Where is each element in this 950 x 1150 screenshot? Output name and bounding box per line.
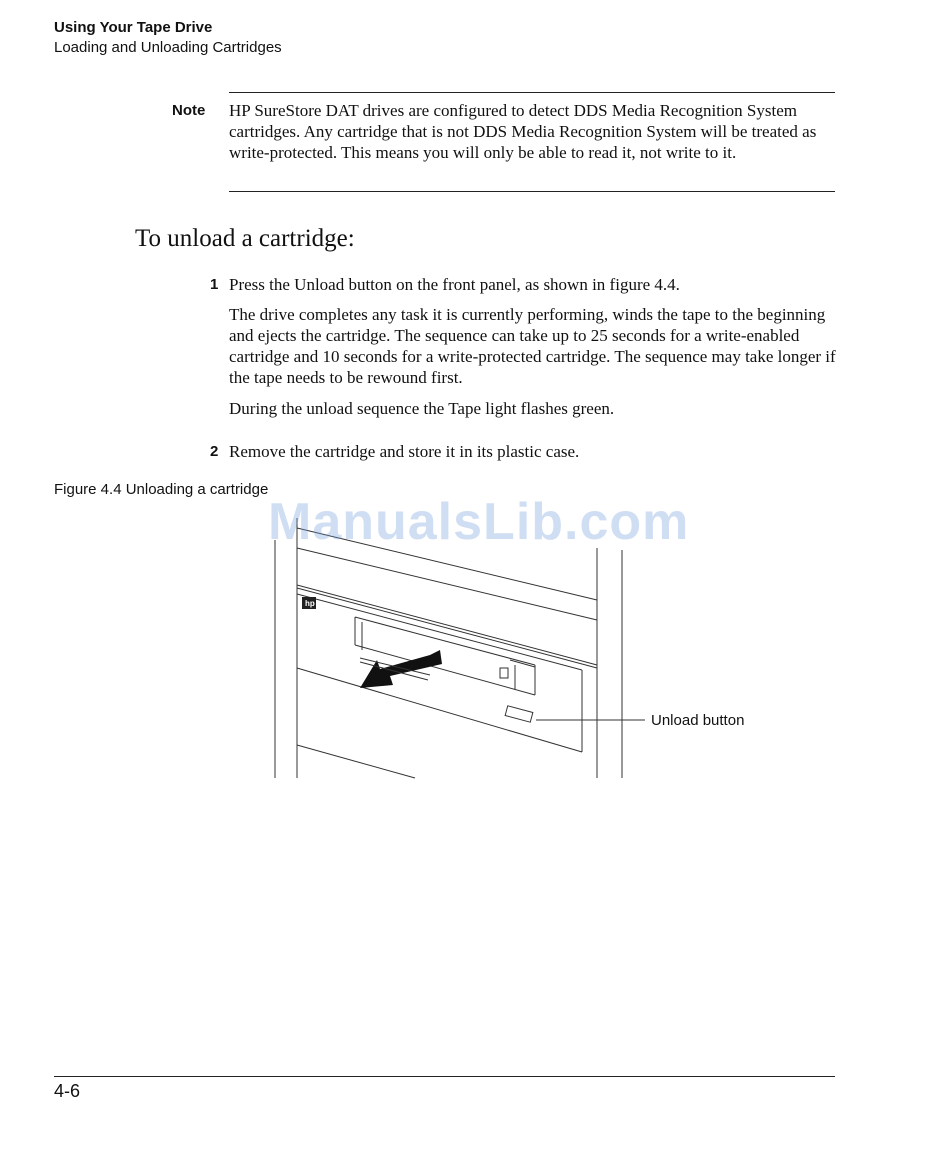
step-2-text: Remove the cartridge and store it in its plastic case.	[229, 442, 580, 461]
step-1-number: 1	[210, 276, 219, 293]
drive-enclosure	[275, 518, 645, 778]
footer-rule	[54, 1076, 835, 1077]
page-number: 4-6	[54, 1081, 81, 1101]
note-bottom-rule	[229, 191, 835, 192]
figure-caption: Figure 4.4 Unloading a cartridge	[54, 481, 269, 498]
svg-text:hp: hp	[305, 599, 315, 608]
step-2-number: 2	[210, 443, 219, 460]
watermark: ManualsLib.com	[268, 493, 690, 551]
hp-logo-icon	[302, 597, 316, 609]
section-heading: To unload a cartridge:	[135, 225, 355, 252]
step-1-paragraph-1: The drive completes any task it is currently performing, winds the tape to the beginning and ejects the cartridge. The sequence can take up to 25 seconds for a write-enabled cartridge and 10 seconds for a write-protected cartridge. The sequence may take longer if the tape needs to be rewound first.	[229, 305, 836, 387]
step-1-paragraph-2: During the unload sequence the Tape light flashes green.	[229, 399, 615, 418]
note-label: Note	[172, 102, 206, 119]
note-text: HP SureStore DAT drives are configured to detect DDS Media Recognition System cartridges. Any cartridge that is not DDS Media Recognition System will be treated as write-protected. This means you will only be able to read it, not write to it.	[229, 101, 817, 162]
page-header-subtitle: Loading and Unloading Cartridges	[54, 39, 282, 56]
unload-button-callout: Unload button	[651, 712, 745, 729]
note-top-rule	[229, 92, 835, 93]
eject-arrow-icon	[360, 650, 442, 688]
step-1-text: Press the Unload button on the front panel, as shown in figure 4.4.	[229, 275, 680, 294]
page-header-title: Using Your Tape Drive	[54, 19, 213, 36]
